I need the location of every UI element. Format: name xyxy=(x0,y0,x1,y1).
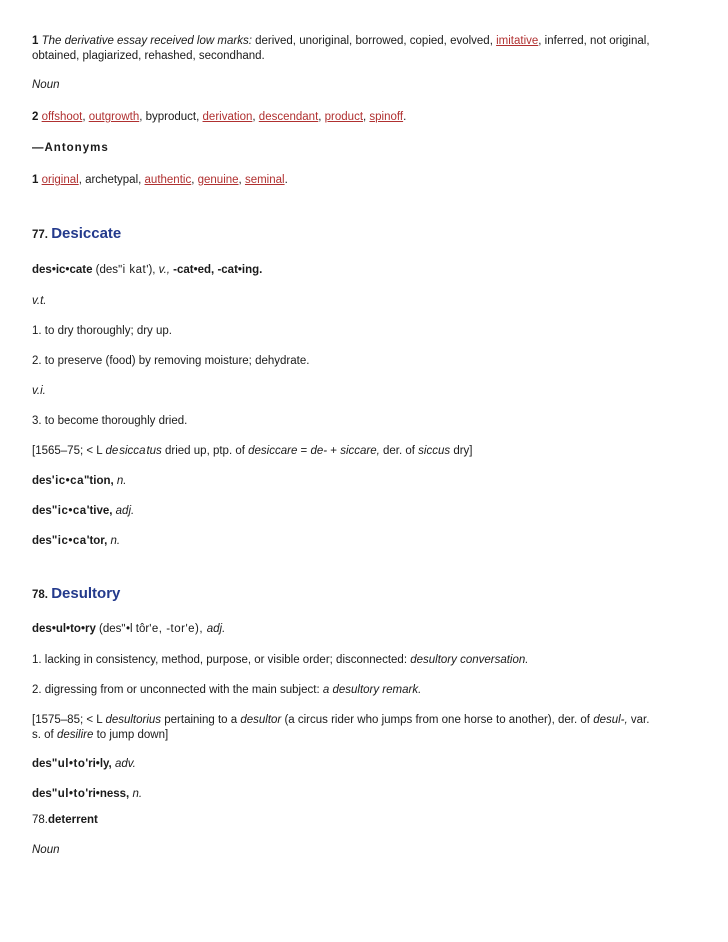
word-link-product[interactable]: product xyxy=(324,111,364,123)
word-link-genuine[interactable]: genuine xyxy=(197,174,239,186)
word-link-original[interactable]: original xyxy=(41,174,79,186)
entry-word: Desiccate xyxy=(51,225,122,242)
definition-1: 1. to dry thoroughly; dry up. xyxy=(32,325,172,337)
pos-noun-label: Noun xyxy=(32,79,60,91)
headword-line: des•ul•to•ry (desʺ•l tôrʹe, -torʹe), adj. xyxy=(32,623,226,635)
definition-2: 2. to preserve (food) by removing moisture; dehydrate. xyxy=(32,355,310,367)
separator-text: . xyxy=(284,174,288,186)
headword: des•ul•to•ry xyxy=(32,623,96,635)
etymology xyxy=(32,443,700,459)
sense-number: 1 xyxy=(32,174,39,186)
sense-1-line-1 xyxy=(32,33,700,49)
derived-form-desultorily: desʺul•toʹri•ly, adv. xyxy=(32,758,136,770)
antonyms-label: —Antonyms xyxy=(32,142,109,154)
word-link-seminal[interactable]: seminal xyxy=(244,174,285,186)
latin-word: desultor xyxy=(240,714,282,726)
pronunciation-close: ʹ), xyxy=(146,264,159,276)
word-link-derivation[interactable]: derivation xyxy=(202,111,253,123)
etym-text: dry] xyxy=(450,445,473,457)
pronunciation-open: (des xyxy=(92,264,119,276)
latin-word: desiccatus xyxy=(105,445,162,457)
entry-number: 78. xyxy=(32,814,48,826)
verb-intransitive-label: v.i. xyxy=(32,385,46,397)
synonym-link-imitative[interactable]: imitative xyxy=(496,35,539,47)
separator-text: , xyxy=(191,174,198,186)
entry-word: deterrent xyxy=(48,814,98,826)
entry-heading-desultory xyxy=(32,584,700,605)
latin-word: desilire xyxy=(56,729,94,741)
part-of-speech: v., xyxy=(158,264,170,276)
latin-word: de- xyxy=(310,445,328,457)
etymology-line-2: s. of desilire to jump down] xyxy=(32,729,169,741)
entry-heading-deterrent xyxy=(32,812,700,828)
etym-text: [1565–75; < L xyxy=(32,445,106,457)
entry-number: 77. xyxy=(32,229,48,241)
pronunciation: ʺi kat xyxy=(118,264,147,276)
definition-2: 2. digressing from or unconnected with the main subject: a desultory remark. xyxy=(32,684,422,696)
separator-text: , byproduct, xyxy=(139,111,203,123)
definition-3: 3. to become thoroughly dried. xyxy=(32,415,188,427)
latin-word: siccus xyxy=(418,445,451,457)
word-link-outgrowth[interactable]: outgrowth xyxy=(88,111,140,123)
latin-word: siccare, xyxy=(340,445,380,457)
entry-word: Desultory xyxy=(51,585,121,602)
sense-2-synonyms xyxy=(42,111,407,123)
verb-transitive-label: v.t. xyxy=(32,295,47,307)
derived-form-desiccator: desʺic•caʹtor, n. xyxy=(32,535,121,547)
example-sentence: The derivative essay received low marks: xyxy=(41,35,252,47)
etym-text: der. of xyxy=(379,445,419,457)
word-link-descendant[interactable]: descendant xyxy=(258,111,319,123)
example-phrase: desultory conversation. xyxy=(410,654,529,666)
latin-word: desul-, xyxy=(593,714,628,726)
derived-form-desultoriness: desʺul•toʹri•ness, n. xyxy=(32,788,143,800)
derived-form-desiccative: desʺic•caʹtive, adj. xyxy=(32,505,135,517)
pos-noun-label: Noun xyxy=(32,844,60,856)
part-of-speech: adj. xyxy=(206,623,226,635)
entry-heading-desiccate xyxy=(32,224,700,245)
separator-text: . xyxy=(403,111,407,123)
etym-text: + xyxy=(327,445,341,457)
example-phrase: a desultory remark. xyxy=(322,684,422,696)
word-link-spinoff[interactable]: spinoff xyxy=(369,111,404,123)
etymology-line-1: [1575–85; < L desultorius pertaining to a desultor (a circus rider who jumps from one horse to another), der. of desul-, var. xyxy=(32,714,650,726)
latin-word: desultorius xyxy=(105,714,162,726)
definition-1: 1. lacking in consistency, method, purpose, or visible order; disconnected: desultory conversation. xyxy=(32,654,529,666)
etym-text: = xyxy=(297,445,311,457)
synonyms-text: derived, unoriginal, borrowed, copied, evolved, xyxy=(251,35,497,47)
derived-form-desiccation: desʹic•caʺtion, n. xyxy=(32,475,127,487)
separator-text: , xyxy=(82,111,89,123)
separator-text: , xyxy=(252,111,259,123)
separator-text: , archetypal, xyxy=(78,174,145,186)
synonyms-text-cont: , inferred, not original, xyxy=(538,35,650,47)
antonym-list xyxy=(42,174,288,186)
sense-2-line xyxy=(32,109,700,125)
separator-text: , xyxy=(363,111,370,123)
inflected-forms: -cat•ed, -cat•ing. xyxy=(169,264,263,276)
word-link-offshoot[interactable]: offshoot xyxy=(41,111,83,123)
etym-text: dried up, ptp. of xyxy=(161,445,249,457)
sense-1-line-2: obtained, plagiarized, rehashed, secondhand. xyxy=(32,50,265,62)
latin-word: desiccare xyxy=(248,445,298,457)
sense-number: 1 xyxy=(32,35,39,47)
sense-number: 2 xyxy=(32,111,39,123)
headword: des•ic•cate xyxy=(32,264,93,276)
antonyms-line xyxy=(32,172,700,188)
separator-text: , xyxy=(238,174,245,186)
entry-number: 78. xyxy=(32,589,48,601)
word-link-authentic[interactable]: authentic xyxy=(144,174,192,186)
separator-text: , xyxy=(318,111,325,123)
headword-line xyxy=(32,262,700,278)
